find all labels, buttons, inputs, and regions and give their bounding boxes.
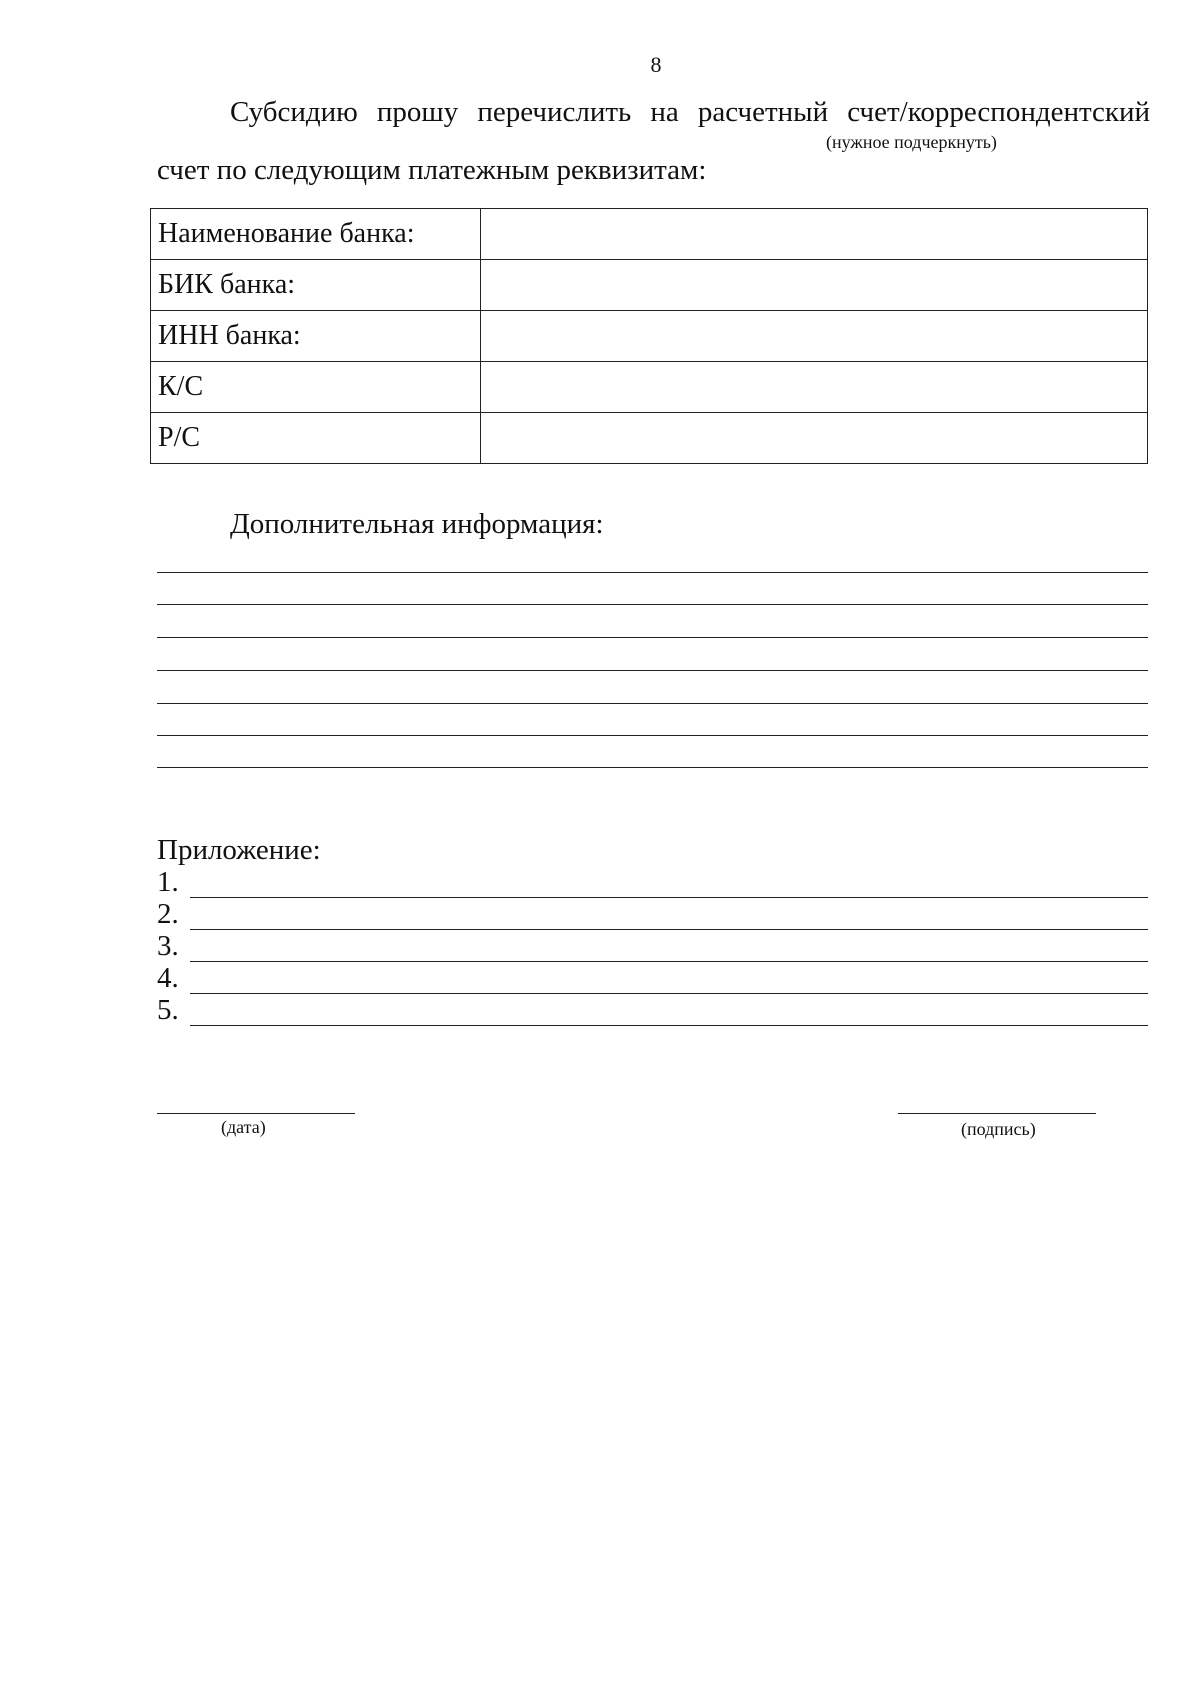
attachment-number: 5.	[157, 994, 179, 1026]
attachment-line[interactable]	[190, 897, 1148, 898]
table-row	[151, 209, 1148, 260]
intro-word: прошу	[376, 96, 459, 128]
attachment-line[interactable]	[190, 993, 1148, 994]
date-caption: (дата)	[221, 1117, 266, 1137]
attachment-line[interactable]	[190, 1025, 1148, 1026]
correspondent-account-field[interactable]	[481, 362, 1148, 413]
intro-text-line-2: счет по следующим платежным реквизитам:	[157, 154, 707, 186]
attachment-number: 3.	[157, 930, 179, 962]
attachment-number: 4.	[157, 962, 179, 994]
additional-info-line[interactable]	[157, 767, 1148, 768]
attachment-line[interactable]	[190, 961, 1148, 962]
bank-name-field[interactable]	[481, 209, 1148, 260]
intro-text-line-1	[230, 96, 1150, 129]
attachments-title: Приложение:	[157, 834, 321, 866]
intro-word: на	[650, 96, 679, 128]
bik-label: БИК банка:	[151, 260, 481, 311]
bank-name-label: Наименование банка:	[151, 209, 481, 260]
page-number: 8	[650, 52, 662, 77]
table-row	[151, 311, 1148, 362]
additional-info-title: Дополнительная информация:	[230, 508, 604, 540]
inn-label: ИНН банка:	[151, 311, 481, 362]
settlement-account-field[interactable]	[481, 413, 1148, 464]
intro-word: счет/корреспондентский	[847, 96, 1151, 128]
underline-hint: (нужное подчеркнуть)	[826, 132, 997, 152]
attachment-line[interactable]	[190, 929, 1148, 930]
date-line[interactable]	[157, 1113, 355, 1114]
additional-info-line[interactable]	[157, 735, 1148, 736]
inn-field[interactable]	[481, 311, 1148, 362]
additional-info-line[interactable]	[157, 637, 1148, 638]
intro-word: расчетный	[697, 96, 829, 128]
table-row	[151, 413, 1148, 464]
additional-info-line[interactable]	[157, 670, 1148, 671]
table-row	[151, 362, 1148, 413]
table-row	[151, 260, 1148, 311]
settlement-account-label: Р/С	[151, 413, 481, 464]
intro-word: Субсидию	[230, 96, 358, 128]
additional-info-line[interactable]	[157, 703, 1148, 704]
attachment-number: 2.	[157, 898, 179, 930]
signature-line[interactable]	[898, 1113, 1096, 1114]
additional-info-line[interactable]	[157, 604, 1148, 605]
intro-word: перечислить	[477, 96, 632, 128]
signature-caption: (подпись)	[961, 1119, 1036, 1139]
correspondent-account-label: К/С	[151, 362, 481, 413]
bik-field[interactable]	[481, 260, 1148, 311]
bank-details-table	[150, 208, 1148, 464]
attachment-number: 1.	[157, 866, 179, 898]
additional-info-line[interactable]	[157, 572, 1148, 573]
